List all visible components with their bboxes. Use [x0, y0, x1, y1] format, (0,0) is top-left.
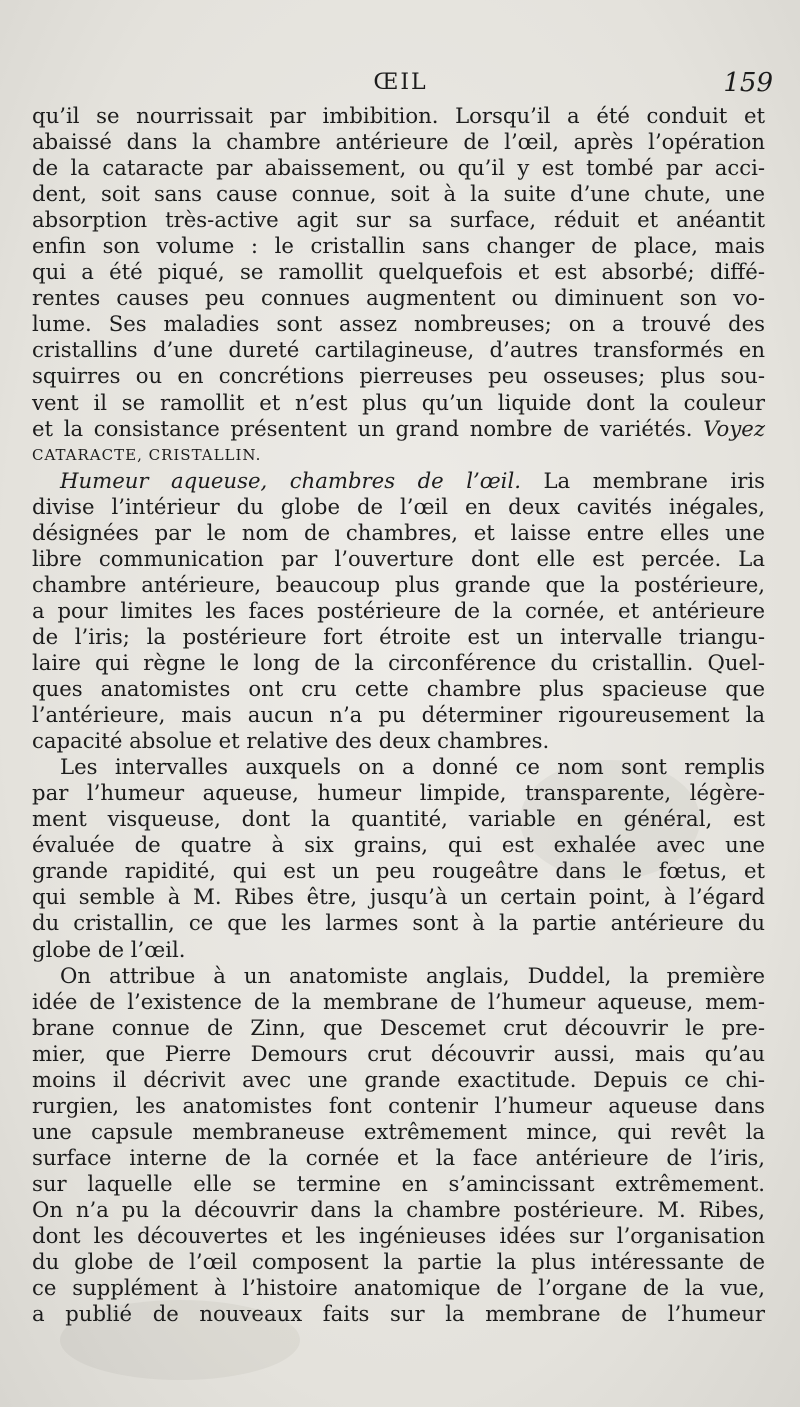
text-line: idée de l’existence de la membrane de l’humeur aqueuse, mem- [32, 988, 765, 1014]
page-header [28, 66, 773, 102]
text-line: de l’iris; la postérieure fort étroite est un intervalle triangu- [32, 623, 765, 649]
text-line: lume. Ses maladies sont assez nombreuses; on a trouvé des [32, 311, 765, 337]
text-line: squirres ou en concrétions pierreuses peu osseuses; plus sou- [32, 363, 765, 389]
text-line: qui semble à M. Ribes être, jusqu’à un certain point, à l’égard [32, 884, 765, 910]
text-line: brane connue de Zinn, que Descemet crut découvrir le pre- [32, 1014, 765, 1040]
text-line: globe de l’œil. [32, 936, 186, 962]
text-line: grande rapidité, qui est un peu rougeâtre dans le fœtus, et [32, 858, 765, 884]
text-line: On n’a pu la découvrir dans la chambre postérieure. M. Ribes, [32, 1196, 765, 1222]
paragraph [32, 963, 765, 1328]
text-line: absorption très-active agit sur sa surface, réduit et anéantit [32, 207, 765, 233]
text-line: ment visqueuse, dont la quantité, variable en général, est [32, 806, 765, 832]
text-line: qu’il se nourrissait par imbibition. Lorsqu’il a été conduit et [32, 103, 765, 128]
text-fragment: La membrane iris [520, 467, 765, 493]
text-line: rentes causes peu connues augmentent ou diminuent son vo- [32, 285, 765, 311]
text-line: a pour limites les faces postérieure de la cornée, et antérieure [32, 597, 765, 623]
text-line: Les intervalles auxquels on a donné ce nom sont remplis [60, 754, 765, 780]
text-line: sur laquelle elle se termine en s’amincissant extrêmement. [32, 1170, 765, 1196]
text-line: désignées par le nom de chambres, et laisse entre elles une [32, 519, 765, 545]
text-line: vent il se ramollit et n’est plus qu’un liquide dont la couleur [32, 389, 765, 415]
text-line: capacité absolue et relative des deux chambres. [32, 728, 550, 754]
paragraph [32, 754, 765, 962]
text-line: dont les découvertes et les ingénieuses idées sur l’organisation [32, 1223, 765, 1249]
text-line: dent, soit sans cause connue, soit à la suite d’une chute, une [32, 181, 765, 207]
text-line: une capsule membraneuse extrêmement mince, qui revêt la [32, 1118, 765, 1144]
body-text [32, 103, 765, 1327]
paragraph [32, 468, 765, 755]
running-head: ŒIL [373, 70, 428, 95]
text-line: mier, que Pierre Demours crut découvrir aussi, mais qu’au [32, 1040, 765, 1066]
cross-reference: CATARACTE, CRISTALLIN. [32, 445, 262, 464]
text-line [32, 416, 765, 442]
text-line: ce supplément à l’histoire anatomique de l’organe de la vue, [32, 1275, 765, 1301]
text-line: abaissé dans la chambre antérieure de l’œil, après l’opération [32, 129, 765, 155]
text-line: enfin son volume : le cristallin sans changer de place, mais [32, 233, 765, 259]
text-line: du cristallin, ce que les larmes sont à la partie antérieure du [32, 910, 765, 936]
text-line: moins il décrivit avec une grande exactitude. Depuis ce chi- [32, 1066, 765, 1092]
text-line: de la cataracte par abaissement, ou qu’il y est tombé par acci- [32, 155, 765, 181]
section-heading: Humeur aqueuse, chambres de l’œil. [60, 467, 521, 493]
voyez-reference: Voyez [703, 415, 765, 441]
text-line: évaluée de quatre à six grains, qui est exhalée avec une [32, 832, 765, 858]
text-fragment: et la consistance présentent un grand nombre de variétés. [32, 415, 704, 441]
text-line: On attribue à un anatomiste anglais, Duddel, la première [60, 962, 765, 988]
paragraph [32, 103, 765, 468]
text-line: ques anatomistes ont cru cette chambre plus spacieuse que [32, 676, 765, 702]
text-line: surface interne de la cornée et la face antérieure de l’iris, [32, 1144, 765, 1170]
text-line: du globe de l’œil composent la partie la plus intéressante de [32, 1249, 765, 1275]
text-line [32, 468, 765, 494]
text-line: rurgien, les anatomistes font contenir l’humeur aqueuse dans [32, 1092, 765, 1118]
text-line: cristallins d’une dureté cartilagineuse, d’autres transformés en [32, 337, 765, 363]
text-line: chambre antérieure, beaucoup plus grande que la postérieure, [32, 571, 765, 597]
text-line: a publié de nouveaux faits sur la membrane de l’humeur [32, 1301, 765, 1327]
text-line: par l’humeur aqueuse, humeur limpide, transparente, légère- [32, 780, 765, 806]
text-line: libre communication par l’ouverture dont elle est percée. La [32, 545, 765, 571]
text-line: qui a été piqué, se ramollit quelquefois et est absorbé; diffé- [32, 259, 765, 285]
text-line: divise l’intérieur du globe de l’œil en deux cavités inégales, [32, 493, 765, 519]
text-line: l’antérieure, mais aucun n’a pu déterminer rigoureusement la [32, 702, 765, 728]
page-number: 159 [723, 68, 773, 98]
text-line: laire qui règne le long de la circonférence du cristallin. Quel- [32, 649, 765, 675]
